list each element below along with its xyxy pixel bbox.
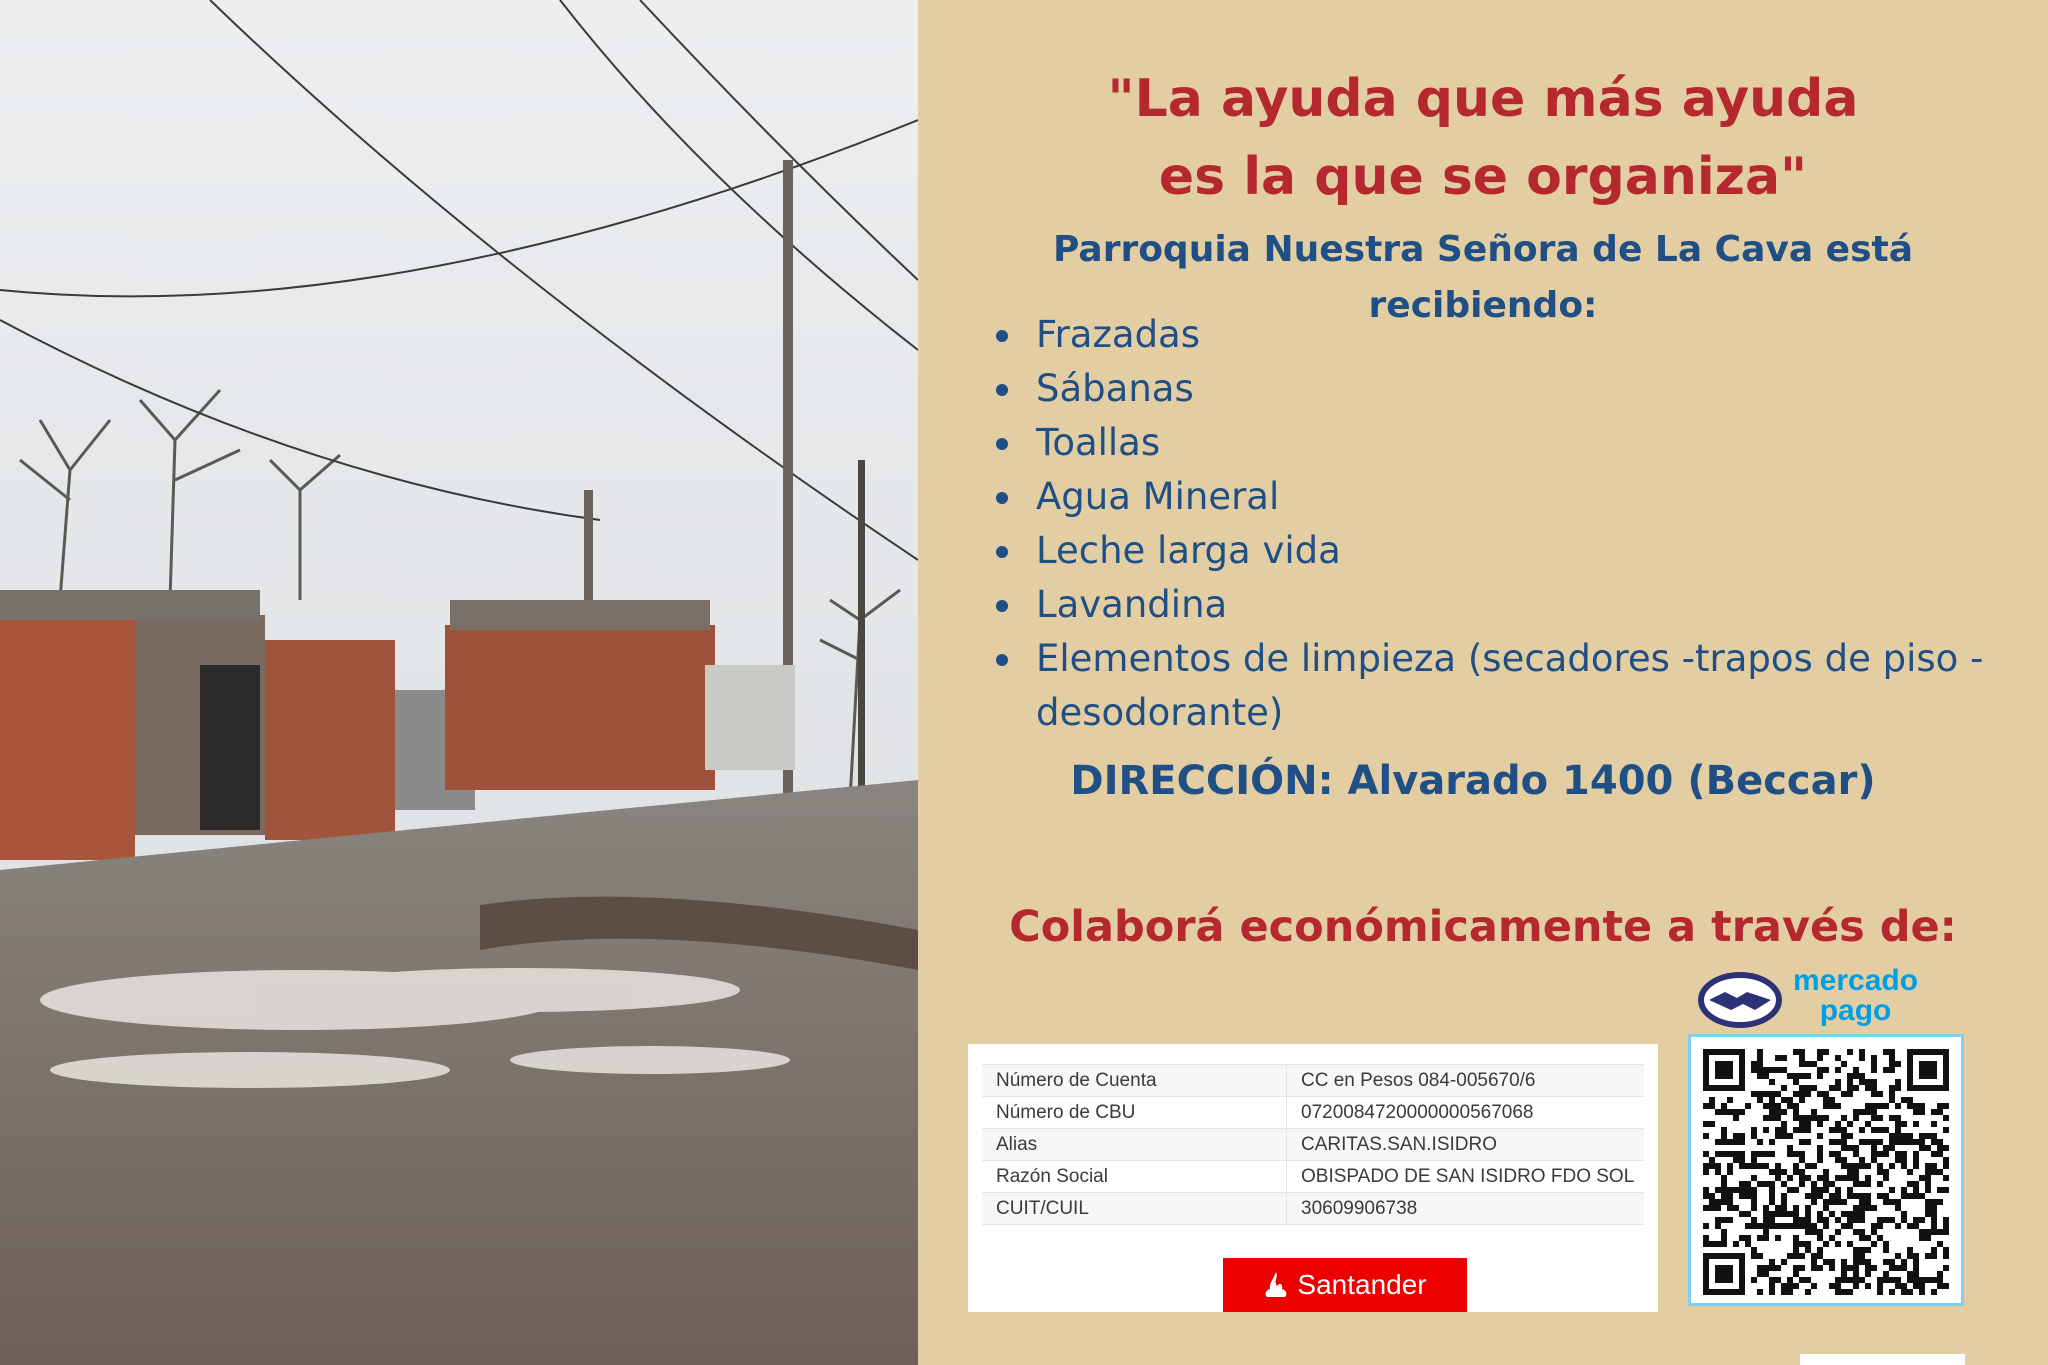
row-value: OBISPADO DE SAN ISIDRO FDO SOL (1287, 1161, 1645, 1193)
bullet-icon (996, 654, 1008, 666)
flood-photo (0, 0, 918, 1365)
row-key: Alias (982, 1129, 1287, 1161)
bullet-icon (996, 492, 1008, 504)
table-row (982, 1065, 1644, 1097)
list-item (978, 632, 2038, 740)
flame-icon (1263, 1270, 1289, 1300)
list-item (978, 362, 2038, 416)
list-item-label: Sábanas (1036, 367, 1194, 410)
bullet-icon (996, 384, 1008, 396)
mercadopago-line-1: mercado (1793, 964, 1919, 997)
row-value: CARITAS.SAN.ISIDRO (1287, 1129, 1645, 1161)
santander-label: Santander (1297, 1269, 1427, 1300)
bullet-icon (996, 438, 1008, 450)
bank-details-card (968, 1044, 1658, 1312)
bullet-icon (996, 330, 1008, 342)
qr-code-icon (1703, 1049, 1949, 1295)
table-row (982, 1193, 1644, 1225)
list-item-label: Frazadas (1036, 313, 1201, 356)
qr-code (1688, 1034, 1964, 1306)
table-row (982, 1129, 1644, 1161)
row-value: CC en Pesos 084-005670/6 (1287, 1065, 1645, 1097)
row-key: Número de Cuenta (982, 1065, 1287, 1097)
list-item-label: Toallas (1036, 421, 1161, 464)
corner-strip (1800, 1354, 1965, 1365)
santander-logo (1223, 1258, 1467, 1312)
address-text: DIRECCIÓN: Alvarado 1400 (Beccar) (1070, 758, 1876, 804)
bullet-icon (996, 546, 1008, 558)
donation-list (978, 308, 2038, 740)
list-item-label: Leche larga vida (1036, 529, 1341, 572)
row-value: 30609906738 (1287, 1193, 1645, 1225)
list-item-label: Elementos de limpieza (secadores -trapos de piso - desodorante) (1036, 637, 1984, 734)
quote-line-1: "La ayuda que más ayuda (1107, 69, 1859, 129)
parish-subtitle: Parroquia Nuestra Señora de La Cava está recibiendo: (1052, 229, 1914, 326)
quote-line-2: es la que se organiza" (1158, 147, 1808, 207)
list-item (978, 416, 2038, 470)
quote-title (918, 60, 2048, 216)
list-item (978, 524, 2038, 578)
bank-details-table (982, 1064, 1644, 1225)
row-key: Razón Social (982, 1161, 1287, 1193)
list-item (978, 470, 2038, 524)
table-row (982, 1097, 1644, 1129)
list-item (978, 308, 2038, 362)
list-item (978, 578, 2038, 632)
row-key: CUIT/CUIL (982, 1193, 1287, 1225)
collaborate-heading: Colaborá económicamente a través de: (1009, 902, 1957, 952)
row-value: 0720084720000000567068 (1287, 1097, 1645, 1129)
list-item-label: Lavandina (1036, 583, 1228, 626)
list-item-label: Agua Mineral (1036, 475, 1280, 518)
mercadopago-text (1793, 966, 1918, 1026)
row-key: Número de CBU (982, 1097, 1287, 1129)
bullet-icon (996, 600, 1008, 612)
table-row (982, 1161, 1644, 1193)
mercadopago-line-2: pago (1819, 994, 1892, 1027)
